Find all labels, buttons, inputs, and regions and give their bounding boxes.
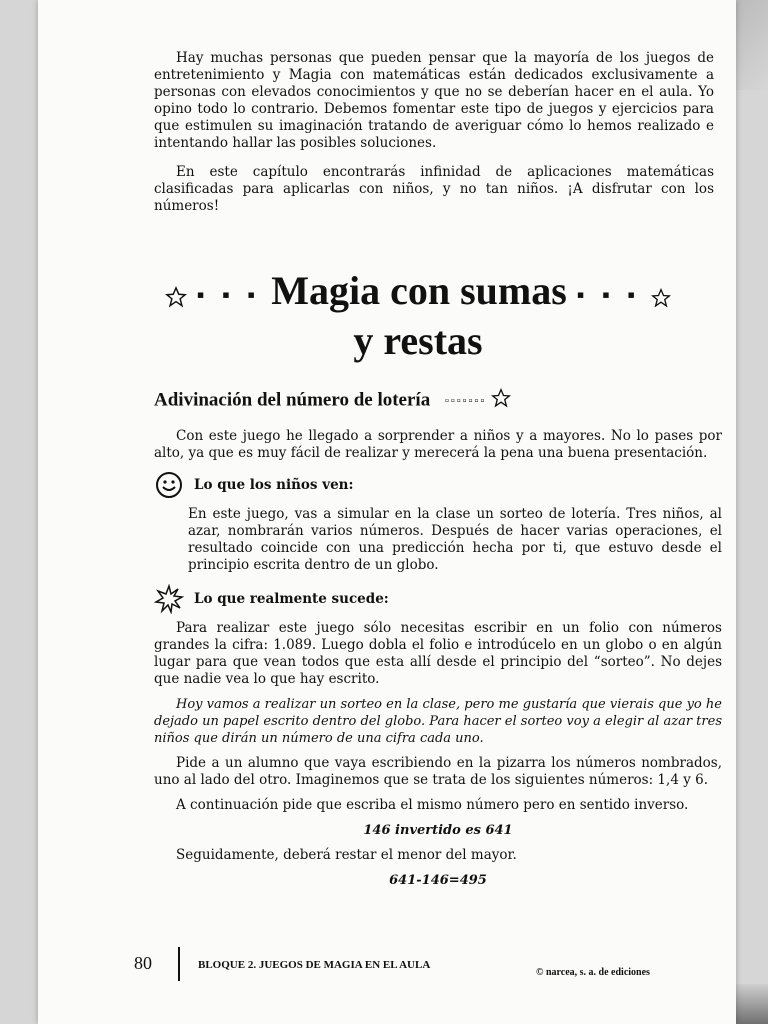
title-dots-right: ▪ ▪ ▪ (576, 281, 642, 307)
intro-paragraph-1: Hay muchas personas que pueden pensar que la mayoría de los juegos de entretenimiento y Magia con matemáticas están dedicados exclusivamente a personas con elevados conocimientos y que no se deberían hacer en el aula. Yo opino todo lo contrario. Debemos fomentar este tipo de juegos y ejercicios para que estimulen su imaginación tratando de averiguar cómo lo hemos realizado e intentando hallar las posibles soluciones. (154, 50, 714, 151)
equation-subtract: 641-146=495 (389, 873, 487, 888)
section-intro: Con este juego he llegado a sorprender a niños y a mayores. No lo pases por alto, ya que es muy fácil de realizar y merecerá la pena una buena presentación. (154, 428, 722, 461)
really-happens-heading (154, 584, 722, 614)
teacher-script: Hoy vamos a realizar un sorteo en la clase, pero me gustaría que vierais que yo he dejado un papel escrito dentro del globo. Para hacer el sorteo voy a elegir al azar tres niños que dirán un número de una cifra cada uno. (154, 697, 722, 746)
section-heading (154, 388, 714, 414)
really-happens-paragraph-1: Para realizar este juego sólo necesitas escribir en un folio con números grandes la cifra: 1.089. Luego dobla el folio e introdúcelo en un globo o en algún lugar para que vean todos que esta allí desde el principio del “sorteo”. No dejes que nadie vea lo que hay escrito. (154, 620, 722, 687)
star-icon (165, 272, 187, 318)
smiley-icon (154, 470, 184, 500)
chapter-title-line-1: Magia con sumas (271, 268, 567, 313)
decorative-squares: ▫▫▫▫▫▫▫ (444, 395, 487, 407)
equation-invert: 146 invertido es 641 (363, 823, 513, 838)
footer-divider (178, 947, 180, 981)
really-happens-paragraph-2: Pide a un alumno que vaya escribiendo en la pizarra los números nombrados, uno al lado del otro. Imaginemos que se trata de los siguientes números: 1,4 y 6. (154, 755, 722, 788)
really-happens-paragraph-4: Seguidamente, deberá restar el menor del mayor. (176, 847, 517, 863)
title-dots-left: ▪ ▪ ▪ (196, 281, 262, 307)
footer-section-title: BLOQUE 2. JUEGOS DE MAGIA EN EL AULA (198, 959, 431, 971)
book-page (38, 0, 736, 1024)
really-happens-title: Lo que realmente sucede: (194, 591, 389, 607)
kids-see-text: En este juego, vas a simular en la clase un sorteo de lotería. Tres niños, al azar, nombrarán varios números. Después de hacer varias operaciones, el resultado coincide con una predicción hecha por ti, que estuvo desde el principio escrita dentro de un globo. (188, 506, 722, 573)
intro-text (154, 50, 714, 227)
section-title: Adivinación del número de lotería (154, 389, 431, 411)
really-happens-paragraph-3: A continuación pide que escriba el mismo número pero en sentido inverso. (176, 797, 689, 813)
star-icon (491, 388, 511, 414)
page-footer (38, 945, 736, 985)
chapter-title-line-2: y restas (353, 317, 483, 363)
kids-see-heading (154, 470, 722, 500)
publisher-credit: © narcea, s. a. de ediciones (536, 967, 650, 978)
intro-paragraph-2: En este capítulo encontrarás infinidad de aplicaciones matemáticas clasificadas para aplicarlas con niños, y no tan niños. ¡A disfrutar con los números! (154, 164, 714, 214)
section-body (154, 428, 722, 897)
chapter-title (118, 268, 718, 364)
kids-see-title: Lo que los niños ven: (194, 477, 354, 493)
star-icon (651, 272, 671, 318)
page-number: 80 (134, 953, 152, 973)
burst-icon (154, 584, 184, 614)
